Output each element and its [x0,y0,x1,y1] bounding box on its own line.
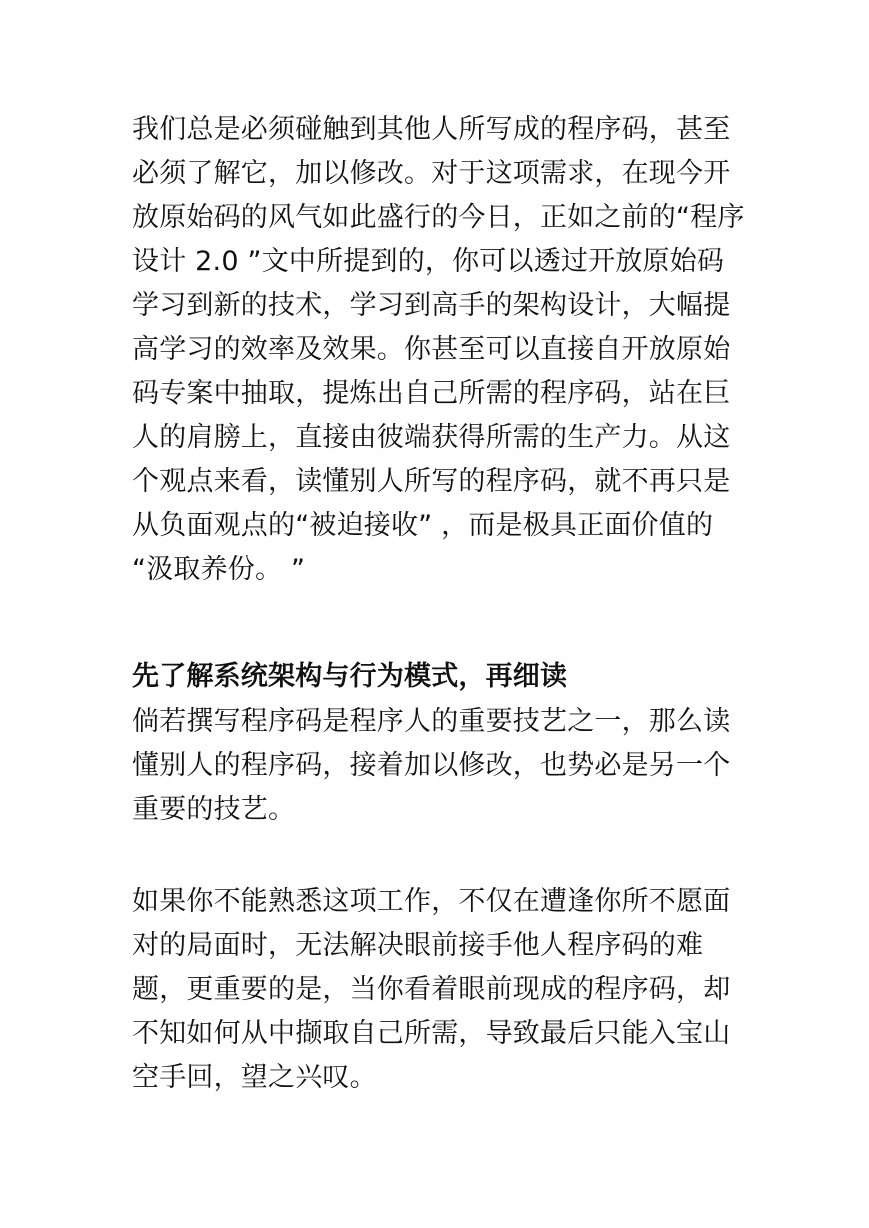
paragraph-line: 设计 2.0 ”文中所提到的，你可以透过开放原始码 [132,246,725,277]
paragraph-line: 我们总是必须碰触到其他人所写成的程序码，甚至 [132,114,731,145]
paragraph-line: “汲取养份。 ” [132,554,306,585]
paragraph-line: 放原始码的风气如此盛行的今日，正如之前的“程序 [132,202,745,233]
paragraph-3 [132,880,742,1100]
paragraph-line: 码专案中抽取，提炼出自己所需的程序码，站在巨 [132,378,731,409]
paragraph-line: 不知如何从中撷取自己所需，导致最后只能入宝山 [132,1018,731,1049]
paragraph-line: 学习到新的技术，学习到高手的架构设计，大幅提 [132,290,731,321]
paragraph-2 [132,700,742,832]
paragraph-1 [132,108,745,592]
paragraph-line: 必须了解它，加以修改。对于这项需求，在现今开 [132,158,731,189]
section-heading [132,655,742,699]
paragraph-line: 对的局面时，无法解决眼前接手他人程序码的难 [132,930,704,961]
paragraph-line: 人的肩膀上，直接由彼端获得所需的生产力。从这 [132,422,731,453]
section-heading-text: 先了解系统架构与行为模式，再细读 [132,661,568,692]
paragraph-line: 懂别人的程序码，接着加以修改，也势必是另一个 [132,750,731,781]
paragraph-line: 空手回，望之兴叹。 [132,1062,377,1093]
paragraph-line: 如果你不能熟悉这项工作，不仅在遭逢你所不愿面 [132,886,731,917]
paragraph-line: 从负面观点的“被迫接收” ，而是极具正面价值的 [132,510,714,541]
paragraph-line: 题，更重要的是，当你看着眼前现成的程序码，却 [132,974,731,1005]
paragraph-line: 重要的技艺。 [132,794,296,825]
paragraph-line: 倘若撰写程序码是程序人的重要技艺之一，那么读 [132,706,731,737]
paragraph-line: 高学习的效率及效果。你甚至可以直接自开放原始 [132,334,731,365]
paragraph-line: 个观点来看，读懂别人所写的程序码，就不再只是 [132,466,731,497]
